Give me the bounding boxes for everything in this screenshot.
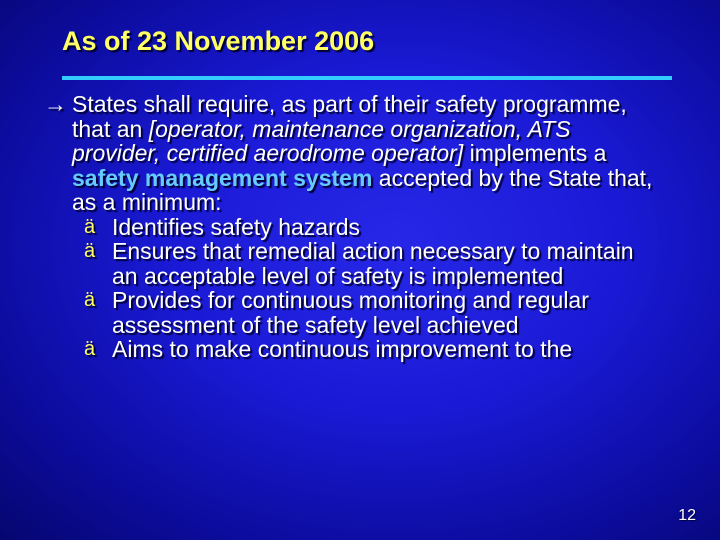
- list-item: [84, 215, 664, 240]
- list-item: [84, 239, 664, 288]
- slide-body: [44, 92, 664, 362]
- sub-bullet-list: [44, 215, 664, 362]
- slide-title: As of 23 November 2006: [62, 26, 375, 56]
- list-item-text: Aims to make continuous improvement to the: [112, 336, 573, 362]
- list-item-text: Ensures that remedial action necessary to maintain an acceptable level of safety is implemented: [112, 238, 634, 289]
- bullet-icon: ä: [84, 215, 96, 238]
- arrow-right-icon: →: [44, 91, 67, 117]
- intro-text-3: accepted by the State that, as a minimum:: [72, 164, 653, 215]
- title-underline: [62, 76, 672, 80]
- list-item: [84, 288, 664, 337]
- bullet-icon: ä: [84, 240, 96, 262]
- list-item: [84, 337, 664, 362]
- intro-paragraph: [44, 92, 664, 215]
- intro-italic-entities: [operator, maintenance organization, ATS provider, certified aerodrome operator]: [72, 115, 571, 166]
- intro-text-2: implements a: [463, 140, 607, 166]
- intro-text-1: States shall require, as part of their safety programme, that an: [72, 91, 627, 142]
- list-item-text: Provides for continuous monitoring and regular assessment of the safety level achieved: [112, 287, 589, 338]
- page-number: 12: [678, 507, 696, 524]
- bullet-icon: ä: [84, 338, 96, 360]
- list-item-text: Identifies safety hazards: [112, 213, 361, 240]
- intro-highlight: safety management system: [72, 164, 373, 191]
- bullet-icon: ä: [84, 289, 96, 311]
